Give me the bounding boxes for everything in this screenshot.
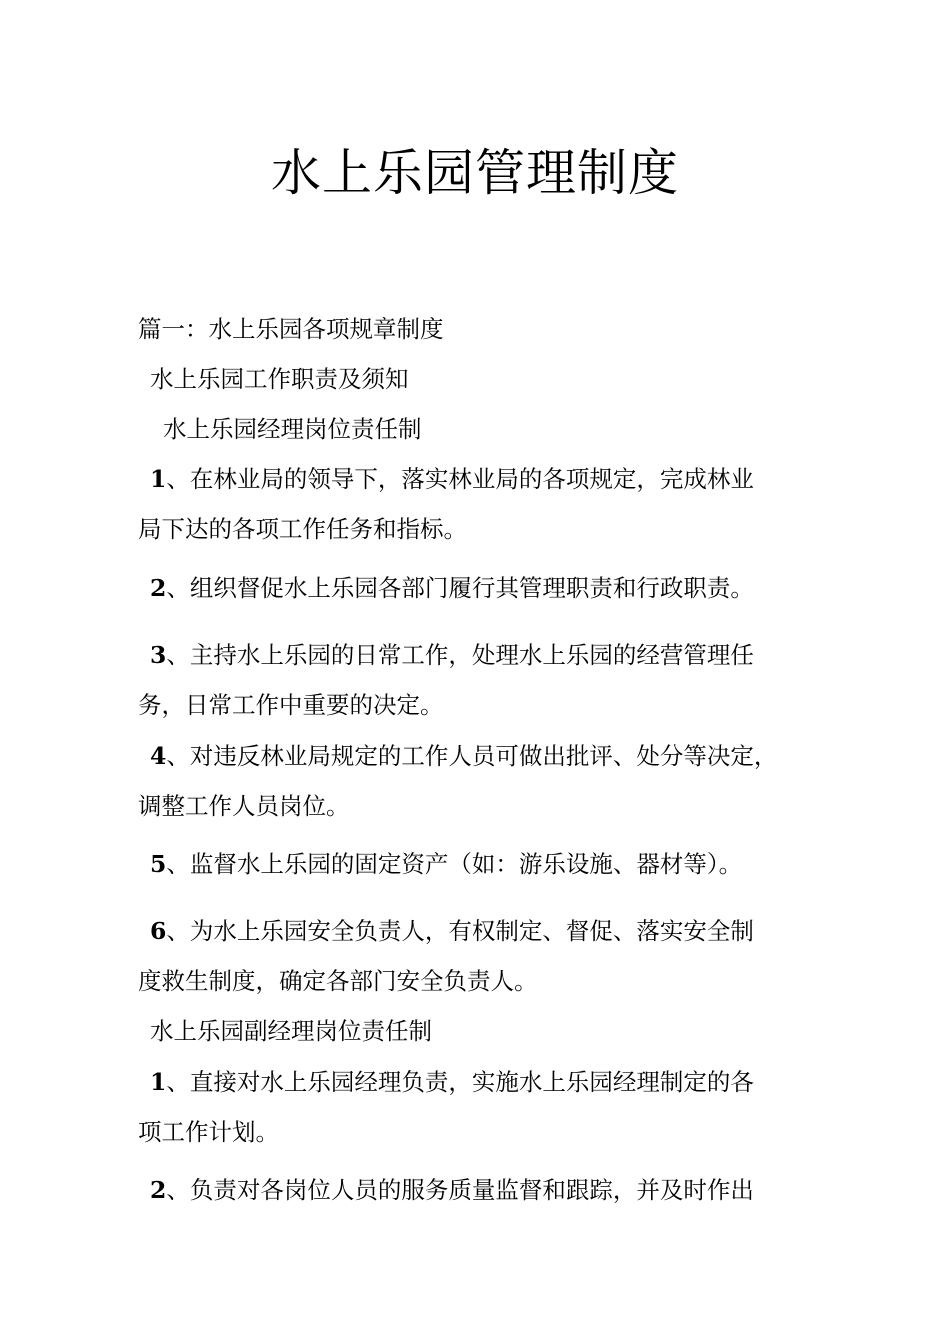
- document-title: 水上乐园管理制度: [271, 144, 679, 202]
- list-item: 3、主持水上乐园的日常工作，处理水上乐园的经营管理任: [150, 641, 754, 669]
- list-item-continuation: 调整工作人员岗位。: [138, 792, 350, 820]
- subsection-heading: 水上乐园副经理岗位责任制: [150, 1017, 432, 1045]
- item-number: 2: [150, 1176, 167, 1204]
- list-item: 1、在林业局的领导下，落实林业局的各项规定，完成林业: [150, 465, 754, 493]
- list-item: 1、直接对水上乐园经理负责，实施水上乐园经理制定的各: [150, 1068, 754, 1096]
- list-item-continuation: 务，日常工作中重要的决定。: [138, 691, 444, 719]
- list-item: 2、组织督促水上乐园各部门履行其管理职责和行政职责。: [150, 574, 754, 602]
- list-item-continuation: 度救生制度，确定各部门安全负责人。: [138, 967, 538, 995]
- item-number: 1: [150, 1068, 167, 1096]
- list-item-continuation: 项工作计划。: [138, 1118, 279, 1146]
- list-item: 5、监督水上乐园的固定资产（如：游乐设施、器材等）。: [150, 850, 743, 878]
- item-number: 3: [150, 641, 167, 669]
- list-item: 2、负责对各岗位人员的服务质量监督和跟踪，并及时作出: [150, 1176, 754, 1204]
- list-item: 6、为水上乐园安全负责人，有权制定、督促、落实安全制: [150, 917, 754, 945]
- item-number: 6: [150, 917, 167, 945]
- subsection-heading: 水上乐园经理岗位责任制: [163, 415, 422, 443]
- item-number: 4: [150, 742, 167, 770]
- item-number: 1: [150, 465, 167, 493]
- item-number: 5: [150, 850, 167, 878]
- list-item: 4、对违反林业局规定的工作人员可做出批评、处分等决定，: [150, 742, 778, 770]
- list-item-continuation: 局下达的各项工作任务和指标。: [138, 515, 467, 543]
- item-number: 2: [150, 574, 167, 602]
- section-heading: 篇一：水上乐园各项规章制度: [138, 315, 444, 343]
- subsection-heading: 水上乐园工作职责及须知: [150, 365, 409, 393]
